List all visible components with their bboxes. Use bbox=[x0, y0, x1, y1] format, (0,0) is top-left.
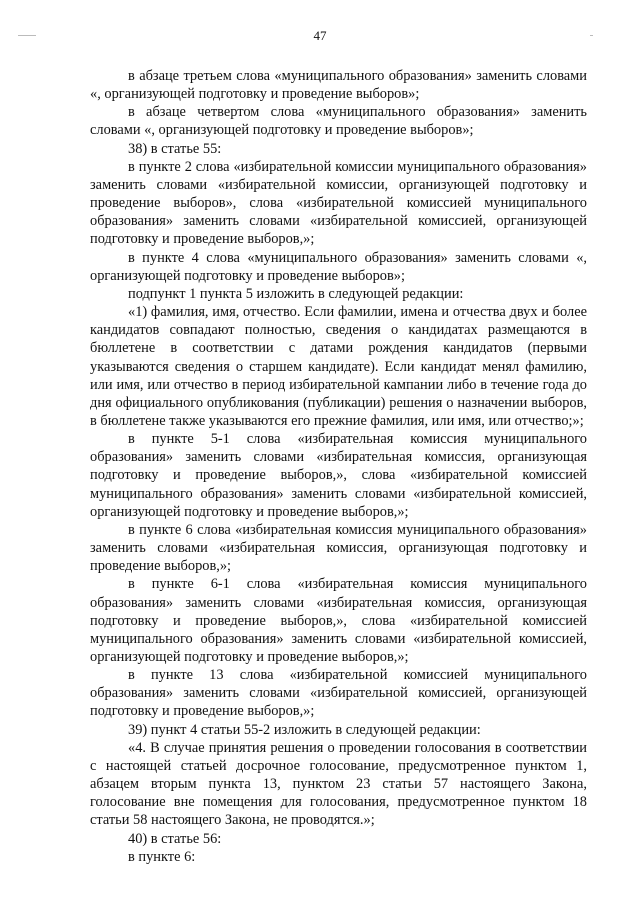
paragraph-amend-para4: в абзаце четвертом слова «муниципального образования» заменить словами «, организующей подготовку и проведение выборов»; bbox=[90, 104, 587, 139]
paragraph-point-13: в пункте 13 слова «избирательной комиссией муниципального образования» заменить словами «избирательной комиссией, организующей подготовку и проведение выборов,»; bbox=[90, 667, 587, 720]
paragraph-item-38: 38) в статье 55: bbox=[128, 140, 222, 157]
paragraph-point-5-1: в пункте 5-1 слова «избирательная комиссия муниципального образования» заменить словами «избирательная комиссия, организующая подготовку и проведение выборов,», слова «избирательной комиссией муниципального образования» заменить словами «избирательной комиссией, организующей подготовку и проведение выборов,»; bbox=[90, 431, 587, 520]
paragraph-point-6-1: в пункте 6-1 слова «избирательная комиссия муниципального образования» заменить словами «избирательная комиссия, организующая подготовку и проведение выборов,», слова «избирательной комиссией муниципального образования» заменить словами «избирательной комиссией, организующей подготовку и проведение выборов,»; bbox=[90, 576, 587, 665]
paragraph-point-4: в пункте 4 слова «муниципального образования» заменить словами «, организующей подготовку и проведение выборов»; bbox=[90, 249, 587, 284]
paragraph-quote-1: «1) фамилия, имя, отчество. Если фамилии, имена и отчества двух и более кандидатов совпадают полностью, сведения о кандидатах размещаются в бюллетене в соответствии с датами рождения кандидатов (первыми указываются сведения о старшем кандидате). Если кандидат менял фамилию, или имя, или отчество в период избирательной кампании либо в течение года до дня официального опубликования (публикации) решения о назначении выборов, в бюллетене также указываются его прежние фамилия, или имя, или отчество;»; bbox=[90, 304, 587, 429]
paragraph-item-40: 40) в статье 56: bbox=[128, 830, 222, 847]
paragraph-quote-4: «4. В случае принятия решения о проведении голосования в соответствии с настоящей статьей досрочное голосование, предусмотренное пунктом 1, абзацем вторым пункта 13, пунктом 23 статьи 57 настоящего Закона, голосование вне помещения для голосования, предусмотренное пунктом 18 статьи 58 настоящего Закона, не проводятся.»; bbox=[90, 739, 587, 829]
paragraph-point-6: в пункте 6 слова «избирательная комиссия муниципального образования» заменить словами «избирательная комиссия, организующая подготовку и проведение выборов,»; bbox=[90, 521, 587, 575]
paragraph-amend-para3: в абзаце третьем слова «муниципального образования» заменить словами «, организующей подготовку и проведение выборов»; bbox=[90, 68, 587, 103]
paragraph-item-39: 39) пункт 4 статьи 55-2 изложить в следующей редакции: bbox=[128, 721, 481, 738]
page-number: 47 bbox=[313, 28, 327, 43]
paragraph-point-6-intro: в пункте 6: bbox=[128, 848, 196, 865]
paragraph-point-2: в пункте 2 слова «избирательной комиссии муниципального образования» заменить словами «избирательной комиссии, организующей подготовку и проведение выборов», слова «избирательной комиссией муниципального образования» заменить словами «избирательной комиссией, организующей подготовку и проведение выборов,»; bbox=[90, 158, 587, 248]
paragraph-subpoint-1: подпункт 1 пункта 5 изложить в следующей редакции: bbox=[128, 285, 464, 302]
document-body bbox=[90, 67, 587, 866]
